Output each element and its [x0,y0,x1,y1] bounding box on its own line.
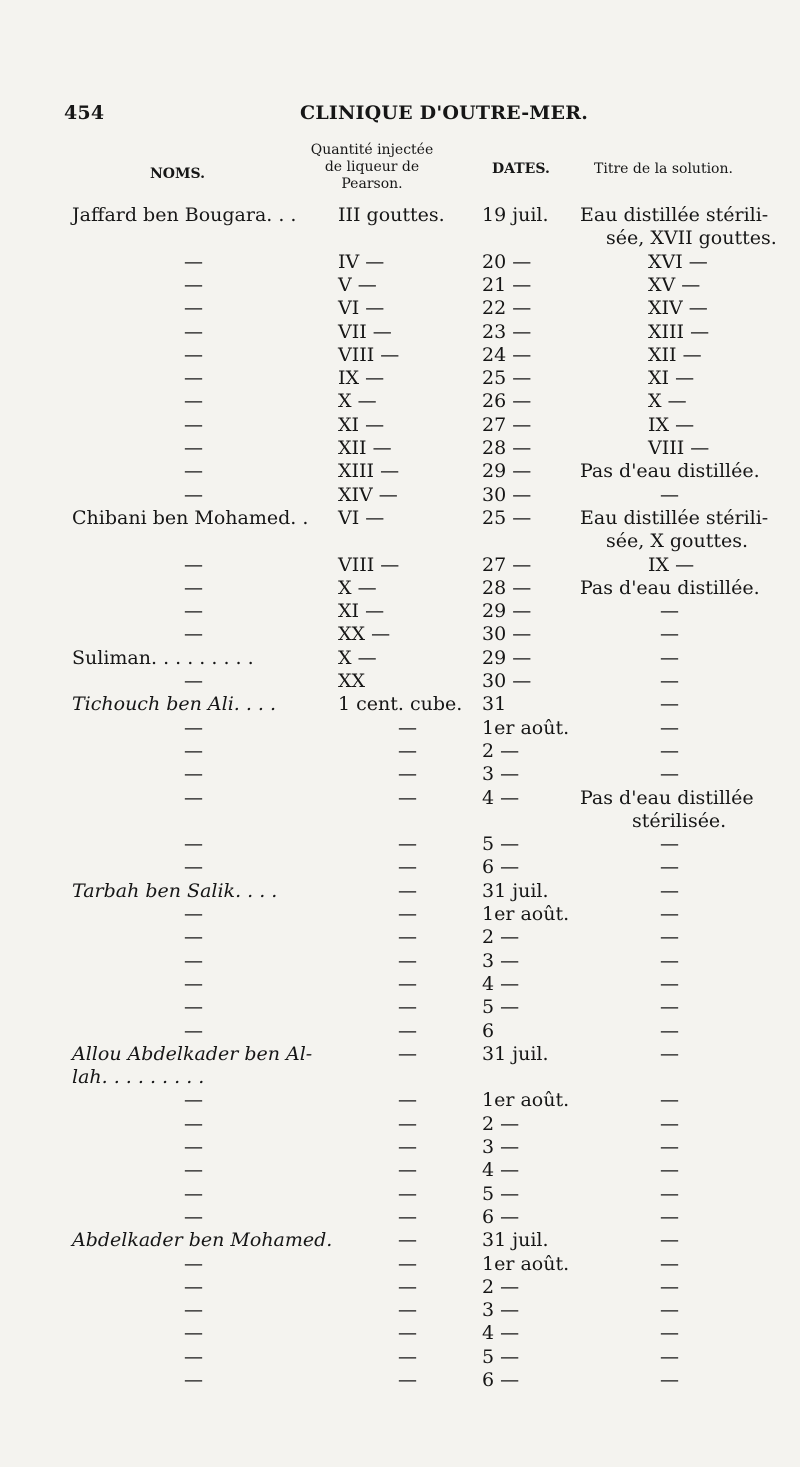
table-row [0,716,800,740]
row-quantity: — [398,786,417,809]
row-name: — [184,576,203,599]
row-solution: sée, XVII gouttes. [606,227,777,250]
row-date: 3 — [482,1299,520,1322]
row-quantity: — [398,926,417,949]
row-solution: — [660,716,679,739]
row-solution: — [660,739,679,762]
row-date: 5 — [482,996,520,1019]
row-name: Allou Abdelkader ben Al- [72,1042,313,1065]
table-row [0,506,800,530]
row-date: 28 — [482,437,532,459]
row-solution: — [660,996,679,1019]
row-solution: — [660,972,679,995]
table-row [0,320,800,344]
table-row [0,786,800,810]
row-quantity: X — [338,576,377,599]
row-quantity: — [398,879,417,902]
row-name: — [184,413,203,436]
row-date: 6 — [482,1369,520,1391]
column-header-quantity-line: Pearson. [341,176,403,192]
row-quantity: VI — [338,297,385,320]
table-row [0,366,800,390]
row-quantity: VII — [338,320,392,343]
table-row [0,669,800,693]
row-quantity: VI — [338,506,385,529]
row-quantity: — [398,1136,417,1158]
table-row [0,1065,800,1089]
row-quantity: — [398,1042,417,1065]
row-name: — [184,1345,203,1368]
row-quantity: III gouttes. [338,204,445,226]
row-solution: X — [648,390,687,413]
row-date: 31 juil. [482,1042,549,1065]
row-quantity: V — [338,273,377,296]
row-solution: — [660,670,679,692]
row-quantity: — [398,856,417,879]
row-quantity: 1 cent. cube. [338,693,463,716]
row-name: — [184,949,203,972]
row-name: — [184,1369,203,1391]
row-name: — [184,1019,203,1042]
row-name: — [184,786,203,809]
row-name: — [184,1182,203,1205]
row-date: 1er août. [482,903,570,925]
row-quantity: XX [338,670,366,692]
table-row [0,1088,800,1112]
table-row [0,1298,800,1322]
row-quantity: XII — [338,437,392,459]
row-solution: — [660,693,679,716]
row-solution: — [660,483,679,506]
row-quantity: — [398,1369,417,1391]
running-title: CLINIQUE D'OUTRE-MER. [300,102,589,124]
row-name: Abdelkader ben Mohamed. [72,1229,333,1252]
row-solution: Pas d'eau distillée. [580,576,760,599]
column-header-dates: DATES. [492,161,550,177]
row-solution: — [660,879,679,902]
row-name: — [184,1136,203,1158]
row-date: 23 — [482,320,532,343]
row-name: Chibani ben Mohamed. . [72,506,309,529]
row-date: 27 — [482,553,532,576]
row-date: 1er août. [482,1089,570,1112]
table-row [0,622,800,646]
table-row [0,1158,800,1182]
row-name: — [184,1275,203,1298]
row-quantity: X — [338,646,377,669]
row-solution: — [660,903,679,925]
row-solution: — [660,1136,679,1158]
row-quantity: VIII — [338,553,400,576]
row-solution: — [660,926,679,949]
row-name: — [184,1159,203,1182]
row-solution: stérilisée. [632,809,727,832]
row-name: — [184,623,203,646]
row-solution: — [660,1252,679,1275]
row-date: 29 — [482,460,532,483]
row-date: 20 — [482,250,532,273]
row-date: 2 — [482,739,520,762]
row-solution: XII — [648,343,702,366]
row-solution: — [660,949,679,972]
row-solution: — [660,1322,679,1345]
row-name: — [184,250,203,273]
row-quantity: XIV — [338,483,398,506]
row-quantity: XI — [338,413,385,436]
row-quantity: — [398,1019,417,1042]
row-quantity: — [398,1345,417,1368]
row-date: 1er août. [482,716,570,739]
row-quantity: — [398,1229,417,1252]
row-solution: IX — [648,413,695,436]
row-date: 5 — [482,1182,520,1205]
row-date: 5 — [482,1345,520,1368]
table-row [0,436,800,460]
table-row [0,389,800,413]
table-row [0,529,800,553]
row-quantity: — [398,763,417,786]
row-date: 29 — [482,646,532,669]
row-name: lah. . . . . . . . . [72,1066,205,1089]
row-quantity: — [398,1299,417,1322]
row-name: — [184,1112,203,1135]
row-solution: — [660,1229,679,1252]
row-solution: Pas d'eau distillée [580,786,754,809]
row-quantity: XX — [338,623,391,646]
row-solution: XIII — [648,320,710,343]
row-solution: IX — [648,553,695,576]
table-row [0,1205,800,1229]
row-date: 26 — [482,390,532,413]
table-row [0,599,800,623]
row-date: 27 — [482,413,532,436]
row-solution: — [660,1042,679,1065]
row-date: 30 — [482,670,532,692]
row-solution: Eau distillée stérili- [580,204,769,226]
row-quantity: — [398,1112,417,1135]
row-quantity: — [398,739,417,762]
row-date: 29 — [482,600,532,623]
row-name: — [184,996,203,1019]
row-solution: — [660,1089,679,1112]
row-date: 1er août. [482,1252,570,1275]
row-solution: XV — [648,273,701,296]
column-header-quantity-line: Quantité injectée [310,142,434,158]
row-date: 31 [482,693,507,716]
row-name: — [184,716,203,739]
table-row [0,1182,800,1206]
row-date: 3 — [482,763,520,786]
row-date: 24 — [482,343,532,366]
row-quantity: — [398,1275,417,1298]
table-row [0,925,800,949]
row-name: — [184,1299,203,1322]
table-row [0,692,800,716]
row-name: — [184,437,203,459]
row-name: — [184,600,203,623]
row-name: — [184,483,203,506]
row-solution: — [660,1205,679,1228]
row-date: 4 — [482,1322,520,1345]
row-date: 2 — [482,1275,520,1298]
table-row [0,739,800,763]
table-row [0,1275,800,1299]
row-solution: sée, X gouttes. [606,530,749,553]
row-name: — [184,903,203,925]
row-quantity: X — [338,390,377,413]
row-date: 4 — [482,972,520,995]
table-row [0,1135,800,1159]
row-date: 6 — [482,1205,520,1228]
row-name: Tichouch ben Ali. . . . [72,693,277,716]
row-quantity: — [398,1182,417,1205]
row-solution: Pas d'eau distillée. [580,460,760,483]
row-date: 25 — [482,506,532,529]
row-date: 4 — [482,1159,520,1182]
table-row [0,250,800,274]
row-solution: — [660,1369,679,1391]
table-row [0,646,800,670]
row-solution: — [660,1182,679,1205]
row-quantity: — [398,833,417,856]
row-date: 31 juil. [482,879,549,902]
row-name: — [184,297,203,320]
row-name: — [184,1252,203,1275]
row-name: — [184,739,203,762]
row-quantity: — [398,1159,417,1182]
table-row [0,576,800,600]
row-quantity: IX — [338,367,385,390]
row-quantity: — [398,1205,417,1228]
table-row [0,1345,800,1369]
row-name: — [184,320,203,343]
row-name: — [184,273,203,296]
row-date: 30 — [482,623,532,646]
row-solution: — [660,646,679,669]
row-date: 25 — [482,367,532,390]
table-row [0,809,800,833]
row-date: 3 — [482,949,520,972]
row-name: — [184,1322,203,1345]
row-date: 6 [482,1019,495,1042]
row-date: 2 — [482,926,520,949]
table-row [0,413,800,437]
row-solution: — [660,856,679,879]
row-date: 6 — [482,856,520,879]
row-name: Jaffard ben Bougara. . . [72,204,297,226]
row-solution: — [660,1275,679,1298]
table-row [0,459,800,483]
table-row [0,553,800,577]
table-row [0,972,800,996]
row-date: 19 juil. [482,204,549,226]
row-quantity: — [398,716,417,739]
table-row [0,855,800,879]
table-row [0,832,800,856]
row-date: 30 — [482,483,532,506]
row-solution: XI — [648,367,695,390]
table-row [0,296,800,320]
row-quantity: IV — [338,250,385,273]
row-date: 22 — [482,297,532,320]
row-quantity: — [398,1322,417,1345]
table-row [0,902,800,926]
row-solution: — [660,1159,679,1182]
row-name: — [184,926,203,949]
column-header-quantity [292,142,452,193]
row-name: — [184,1205,203,1228]
page-number: 454 [64,102,105,124]
row-date: 3 — [482,1136,520,1158]
row-name: — [184,856,203,879]
row-name: — [184,763,203,786]
row-name: — [184,460,203,483]
row-solution: — [660,600,679,623]
row-solution: — [660,623,679,646]
table-row [0,273,800,297]
row-date: 21 — [482,273,532,296]
row-quantity: — [398,1252,417,1275]
row-date: 4 — [482,786,520,809]
table-row [0,1019,800,1043]
row-solution: — [660,1345,679,1368]
row-name: Tarbah ben Salik. . . . [72,879,278,902]
row-date: 5 — [482,833,520,856]
table-row [0,483,800,507]
row-name: — [184,1089,203,1112]
row-date: 2 — [482,1112,520,1135]
table-row [0,226,800,250]
row-quantity: XIII — [338,460,400,483]
row-solution: — [660,763,679,786]
column-header-quantity-line: de liqueur de [324,159,420,175]
row-solution: XIV — [648,297,708,320]
row-quantity: VIII — [338,343,400,366]
row-quantity: XI — [338,600,385,623]
row-quantity: — [398,972,417,995]
row-date: 28 — [482,576,532,599]
row-solution: — [660,1019,679,1042]
table-row [0,1368,800,1392]
row-name: — [184,972,203,995]
row-solution: Eau distillée stérili- [580,506,769,529]
table-row [0,1112,800,1136]
row-quantity: — [398,1089,417,1112]
row-solution: VIII — [648,437,710,459]
row-quantity: — [398,996,417,1019]
row-name: — [184,833,203,856]
row-quantity: — [398,949,417,972]
table-row [0,879,800,903]
table-row [0,1252,800,1276]
row-name: — [184,670,203,692]
table-row [0,762,800,786]
table-row [0,995,800,1019]
column-header-names: NOMS. [150,166,205,182]
row-name: — [184,343,203,366]
row-name: — [184,390,203,413]
row-solution: — [660,1112,679,1135]
row-quantity: — [398,903,417,925]
table-row [0,1228,800,1252]
row-name: — [184,553,203,576]
table-row [0,1321,800,1345]
row-name: — [184,367,203,390]
table-row [0,1042,800,1066]
row-date: 31 juil. [482,1229,549,1252]
row-solution: XVI — [648,250,708,273]
table-row [0,203,800,227]
table-row [0,949,800,973]
column-header-solution: Titre de la solution. [594,161,733,177]
table-row [0,343,800,367]
row-solution: — [660,1299,679,1322]
row-name: Suliman. . . . . . . . . [72,646,254,669]
row-solution: — [660,833,679,856]
